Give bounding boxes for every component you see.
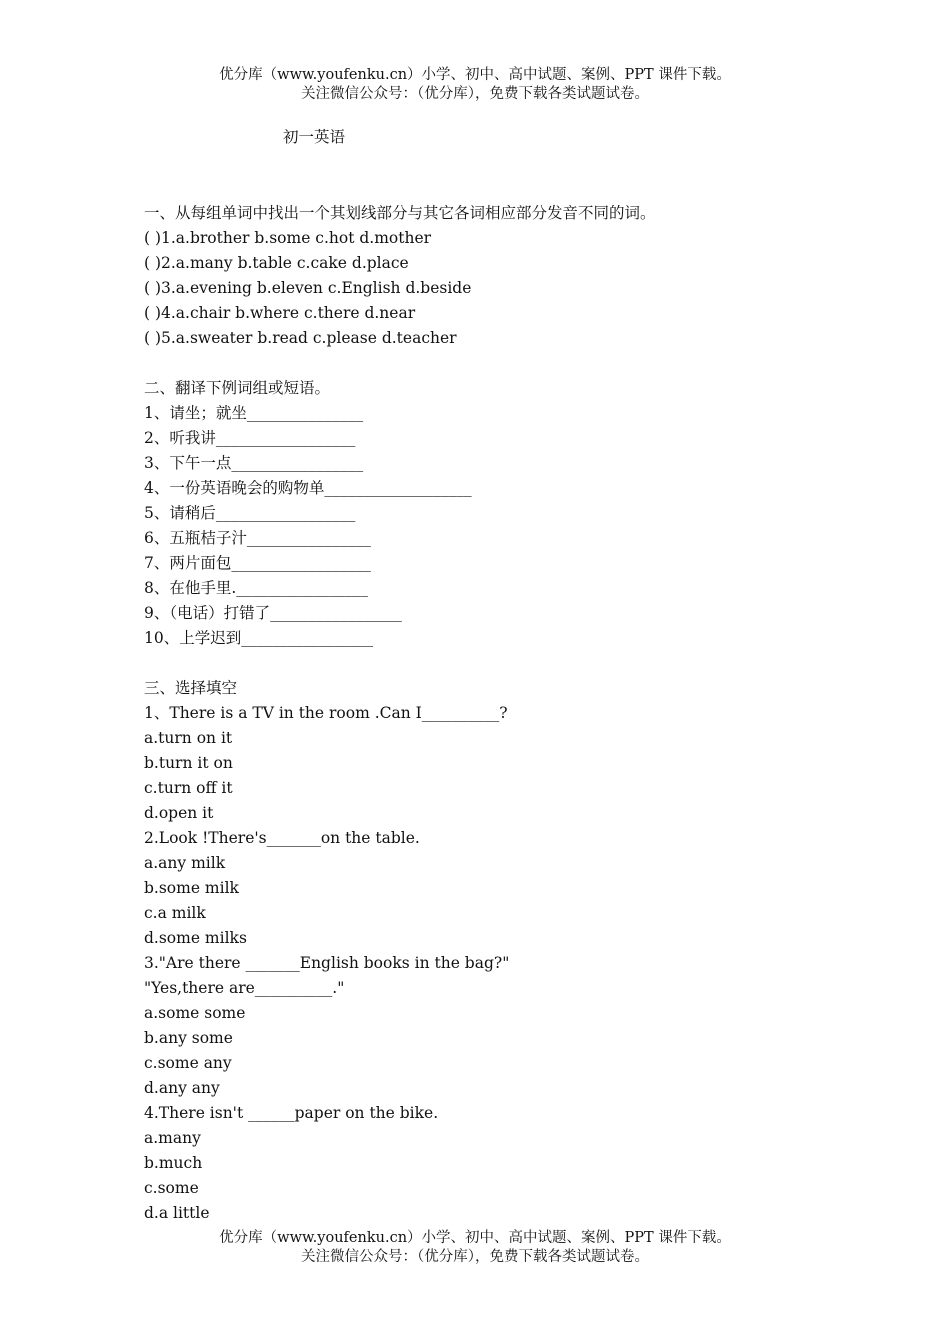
translation-item: 6、五瓶桔子汁________________ <box>144 529 371 547</box>
question-item: ( )4.a.chair b.where c.there d.near <box>144 304 416 322</box>
translation-item: 8、在他手里._________________ <box>144 579 369 597</box>
section-2-heading: 二、翻译下例词组或短语。 <box>144 379 331 397</box>
section-1 <box>144 201 904 351</box>
section-2 <box>144 376 904 651</box>
answer-option: d.some milks <box>144 929 247 947</box>
answer-option: a.some some <box>144 1004 246 1022</box>
translation-item: 4、一份英语晚会的购物单___________________ <box>144 479 472 497</box>
page-header <box>0 66 950 104</box>
translation-item: 1、请坐；就坐_______________ <box>144 404 364 422</box>
exam-content <box>144 201 904 1226</box>
translation-item: 2、听我讲__________________ <box>144 429 356 447</box>
question-text: 2.Look !There's_______on the table. <box>144 829 420 847</box>
footer-line-1: 优分库（www.youfenku.cn）小学、初中、高中试题、案例、PPT 课件下载。 <box>219 1230 731 1246</box>
section-spacer <box>144 651 904 676</box>
question-item: ( )2.a.many b.table c.cake d.place <box>144 254 409 272</box>
section-3 <box>144 676 904 1226</box>
question-text: 3."Are there _______English books in the bag?" <box>144 954 510 972</box>
answer-option: a.turn on it <box>144 729 233 747</box>
question-text: 4.There isn't ______paper on the bike. <box>144 1104 439 1122</box>
answer-option: c.turn off it <box>144 779 233 797</box>
translation-item: 10、上学迟到_________________ <box>144 629 373 647</box>
header-line-2: 关注微信公众号：（优分库），免费下载各类试题试卷。 <box>301 86 649 102</box>
answer-option: d.open it <box>144 804 214 822</box>
question-text: "Yes,there are__________." <box>144 979 345 997</box>
answer-option: b.some milk <box>144 879 239 897</box>
question-text: 1、There is a TV in the room .Can I__________? <box>144 704 508 722</box>
question-item: ( )3.a.evening b.eleven c.English d.beside <box>144 279 472 297</box>
answer-option: a.many <box>144 1129 201 1147</box>
footer-line-2: 关注微信公众号：（优分库），免费下载各类试题试卷。 <box>301 1249 649 1265</box>
translation-item: 3、下午一点_________________ <box>144 454 364 472</box>
question-item: ( )5.a.sweater b.read c.please d.teacher <box>144 329 457 347</box>
header-line-1: 优分库（www.youfenku.cn）小学、初中、高中试题、案例、PPT 课件下载。 <box>219 67 731 83</box>
section-spacer <box>144 351 904 376</box>
translation-item: 5、请稍后__________________ <box>144 504 356 522</box>
answer-option: d.a little <box>144 1204 210 1222</box>
answer-option: c.a milk <box>144 904 206 922</box>
answer-option: b.much <box>144 1154 203 1172</box>
answer-option: c.some <box>144 1179 199 1197</box>
translation-item: 7、两片面包__________________ <box>144 554 371 572</box>
translation-item: 9、（电话）打错了_________________ <box>144 604 402 622</box>
answer-option: a.any milk <box>144 854 226 872</box>
question-item: ( )1.a.brother b.some c.hot d.mother <box>144 229 432 247</box>
section-1-heading: 一、从每组单词中找出一个其划线部分与其它各词相应部分发音不同的词。 <box>144 204 656 222</box>
document-title: 初一英语 <box>283 128 346 146</box>
answer-option: b.turn it on <box>144 754 233 772</box>
answer-option: c.some any <box>144 1054 232 1072</box>
page-footer <box>0 1229 950 1267</box>
section-3-heading: 三、选择填空 <box>144 679 238 697</box>
answer-option: b.any some <box>144 1029 233 1047</box>
answer-option: d.any any <box>144 1079 220 1097</box>
